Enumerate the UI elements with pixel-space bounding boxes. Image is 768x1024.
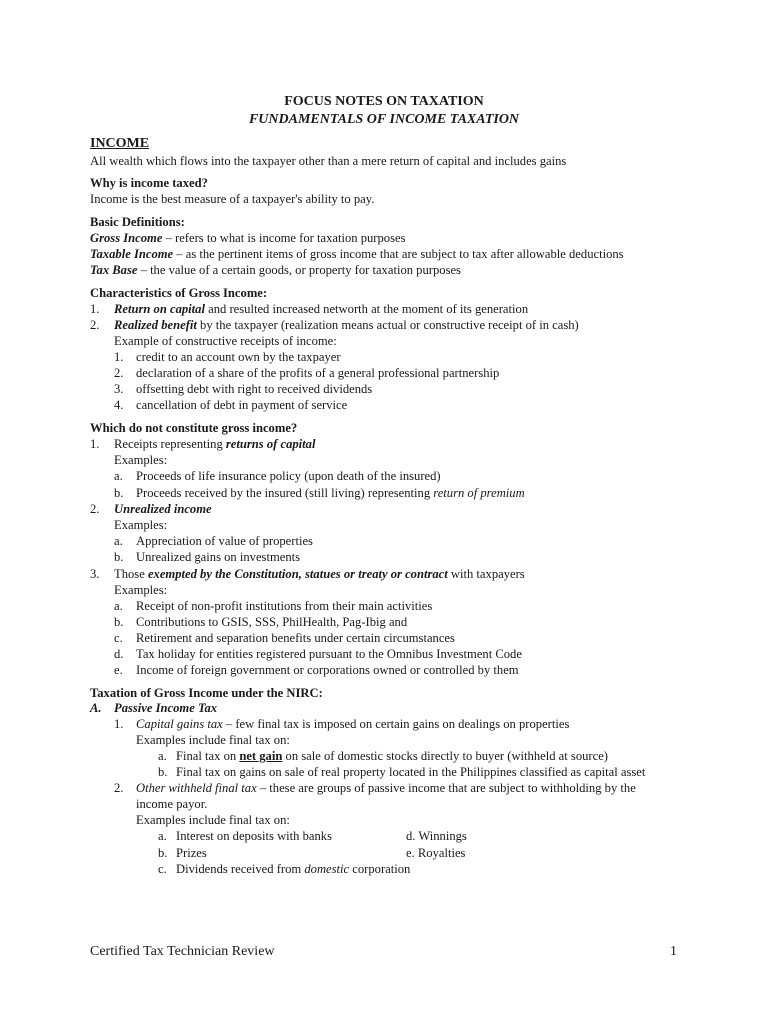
list-item: Capital gains tax – few final tax is imposed on certain gains on dealings on properties [136,717,570,731]
list-letter: a. [158,829,167,843]
list-letter: b. [158,765,168,779]
nirc-heading: Taxation of Gross Income under the NIRC: [90,686,323,700]
taxable-income-term: Taxable Income [90,247,174,261]
basic-heading: Basic Definitions: [90,215,185,229]
list-item: Dividends received from domestic corporation [176,862,411,876]
characteristic-item: Return on capital and resulted increased networth at the moment of its generation [114,302,529,316]
tax-base-definition: Tax Base – the value of a certain goods, or property for taxation purposes [90,263,461,277]
list-item: Receipt of non-profit institutions from their main activities [136,599,433,613]
list-item: Proceeds of life insurance policy (upon death of the insured) [136,469,441,483]
list-number: 1. [114,717,124,731]
list-letter: d. [114,647,124,661]
list-letter: a. [114,534,123,548]
list-item: Appreciation of value of properties [136,534,313,548]
list-item: Final tax on net gain on sale of domestic stocks directly to buyer (withheld at source) [176,749,608,763]
list-letter: a. [114,469,123,483]
list-item: offsetting debt with right to received dividends [136,382,373,396]
why-text: Income is the best measure of a taxpayer's ability to pay. [90,192,375,206]
list-number: 2. [90,318,100,332]
list-letter: b. [114,486,124,500]
passive-income-heading: Passive Income Tax [114,701,218,715]
list-item: credit to an account own by the taxpayer [136,350,341,364]
examples-label: Examples include final tax on: [136,733,290,747]
taxable-income-definition: Taxable Income – as the pertinent items of gross income that are subject to tax after allowable deductions [90,247,624,261]
list-letter: c. [158,862,167,876]
list-number: 1. [90,302,100,316]
examples-label: Examples: [114,518,168,532]
list-letter: c. [114,631,123,645]
list-item: Interest on deposits with banks [176,829,333,843]
list-letter: b. [114,550,124,564]
list-number: 3. [90,567,100,581]
list-item: Proceeds received by the insured (still living) representing return of premium [136,486,525,500]
list-item: Unrealized gains on investments [136,550,301,564]
gross-income-term: Gross Income [90,231,163,245]
list-letter: a. [158,749,167,763]
list-number: 1. [90,437,100,451]
list-item: Income of foreign government or corporations owned or controlled by them [136,663,519,677]
list-number: 4. [114,398,124,412]
list-number: 2. [114,366,124,380]
income-heading: INCOME [90,136,150,151]
examples-label: Examples: [114,583,168,597]
list-item: Retirement and separation benefits under certain circumstances [136,631,455,645]
page-title: FOCUS NOTES ON TAXATION [284,94,484,109]
list-item: Other withheld final tax – these are groups of passive income that are subject to withholding by the [136,781,636,795]
list-item: cancellation of debt in payment of service [136,398,348,412]
not-gross-heading: Which do not constitute gross income? [90,421,298,435]
list-number: 3. [114,382,124,396]
characteristic-item: Realized benefit by the taxpayer (realization means actual or constructive receipt of in cash) [114,318,579,332]
list-letter: e. [114,663,123,677]
list-number: 1. [114,350,124,364]
list-item: Contributions to GSIS, SSS, PhilHealth, Pag-Ibig and [136,615,408,629]
list-item: Prizes [176,846,207,860]
characteristics-heading: Characteristics of Gross Income: [90,286,268,300]
example-intro: Example of constructive receipts of income: [114,334,337,348]
list-number: 2. [114,781,124,795]
gross-income-definition: Gross Income – refers to what is income for taxation purposes [90,231,406,245]
list-letter: b. [114,615,124,629]
page-number: 1 [670,944,677,959]
tax-base-term: Tax Base [90,263,138,277]
list-item: declaration of a share of the profits of a general professional partnership [136,366,500,380]
why-heading: Why is income taxed? [90,176,208,190]
list-item: Final tax on gains on sale of real property located in the Philippines classified as capital asset [176,765,646,779]
list-letter: a. [114,599,123,613]
list-item-continued: income payor. [136,797,208,811]
income-definition: All wealth which flows into the taxpayer other than a mere return of capital and includes gains [90,154,567,168]
list-item: Tax holiday for entities registered pursuant to the Omnibus Investment Code [136,647,522,661]
footer-text: Certified Tax Technician Review [90,944,275,959]
page-subtitle: FUNDAMENTALS OF INCOME TAXATION [248,112,520,127]
section-letter: A. [90,701,102,715]
list-item: Those exempted by the Constitution, statues or treaty or contract with taxpayers [114,567,525,581]
examples-label: Examples include final tax on: [136,813,290,827]
examples-label: Examples: [114,453,168,467]
list-item: Receipts representing returns of capital [114,437,316,451]
list-letter: b. [158,846,168,860]
list-item: d. Winnings [406,829,467,843]
list-item: e. Royalties [406,846,466,860]
list-number: 2. [90,502,100,516]
list-item: Unrealized income [114,502,212,516]
